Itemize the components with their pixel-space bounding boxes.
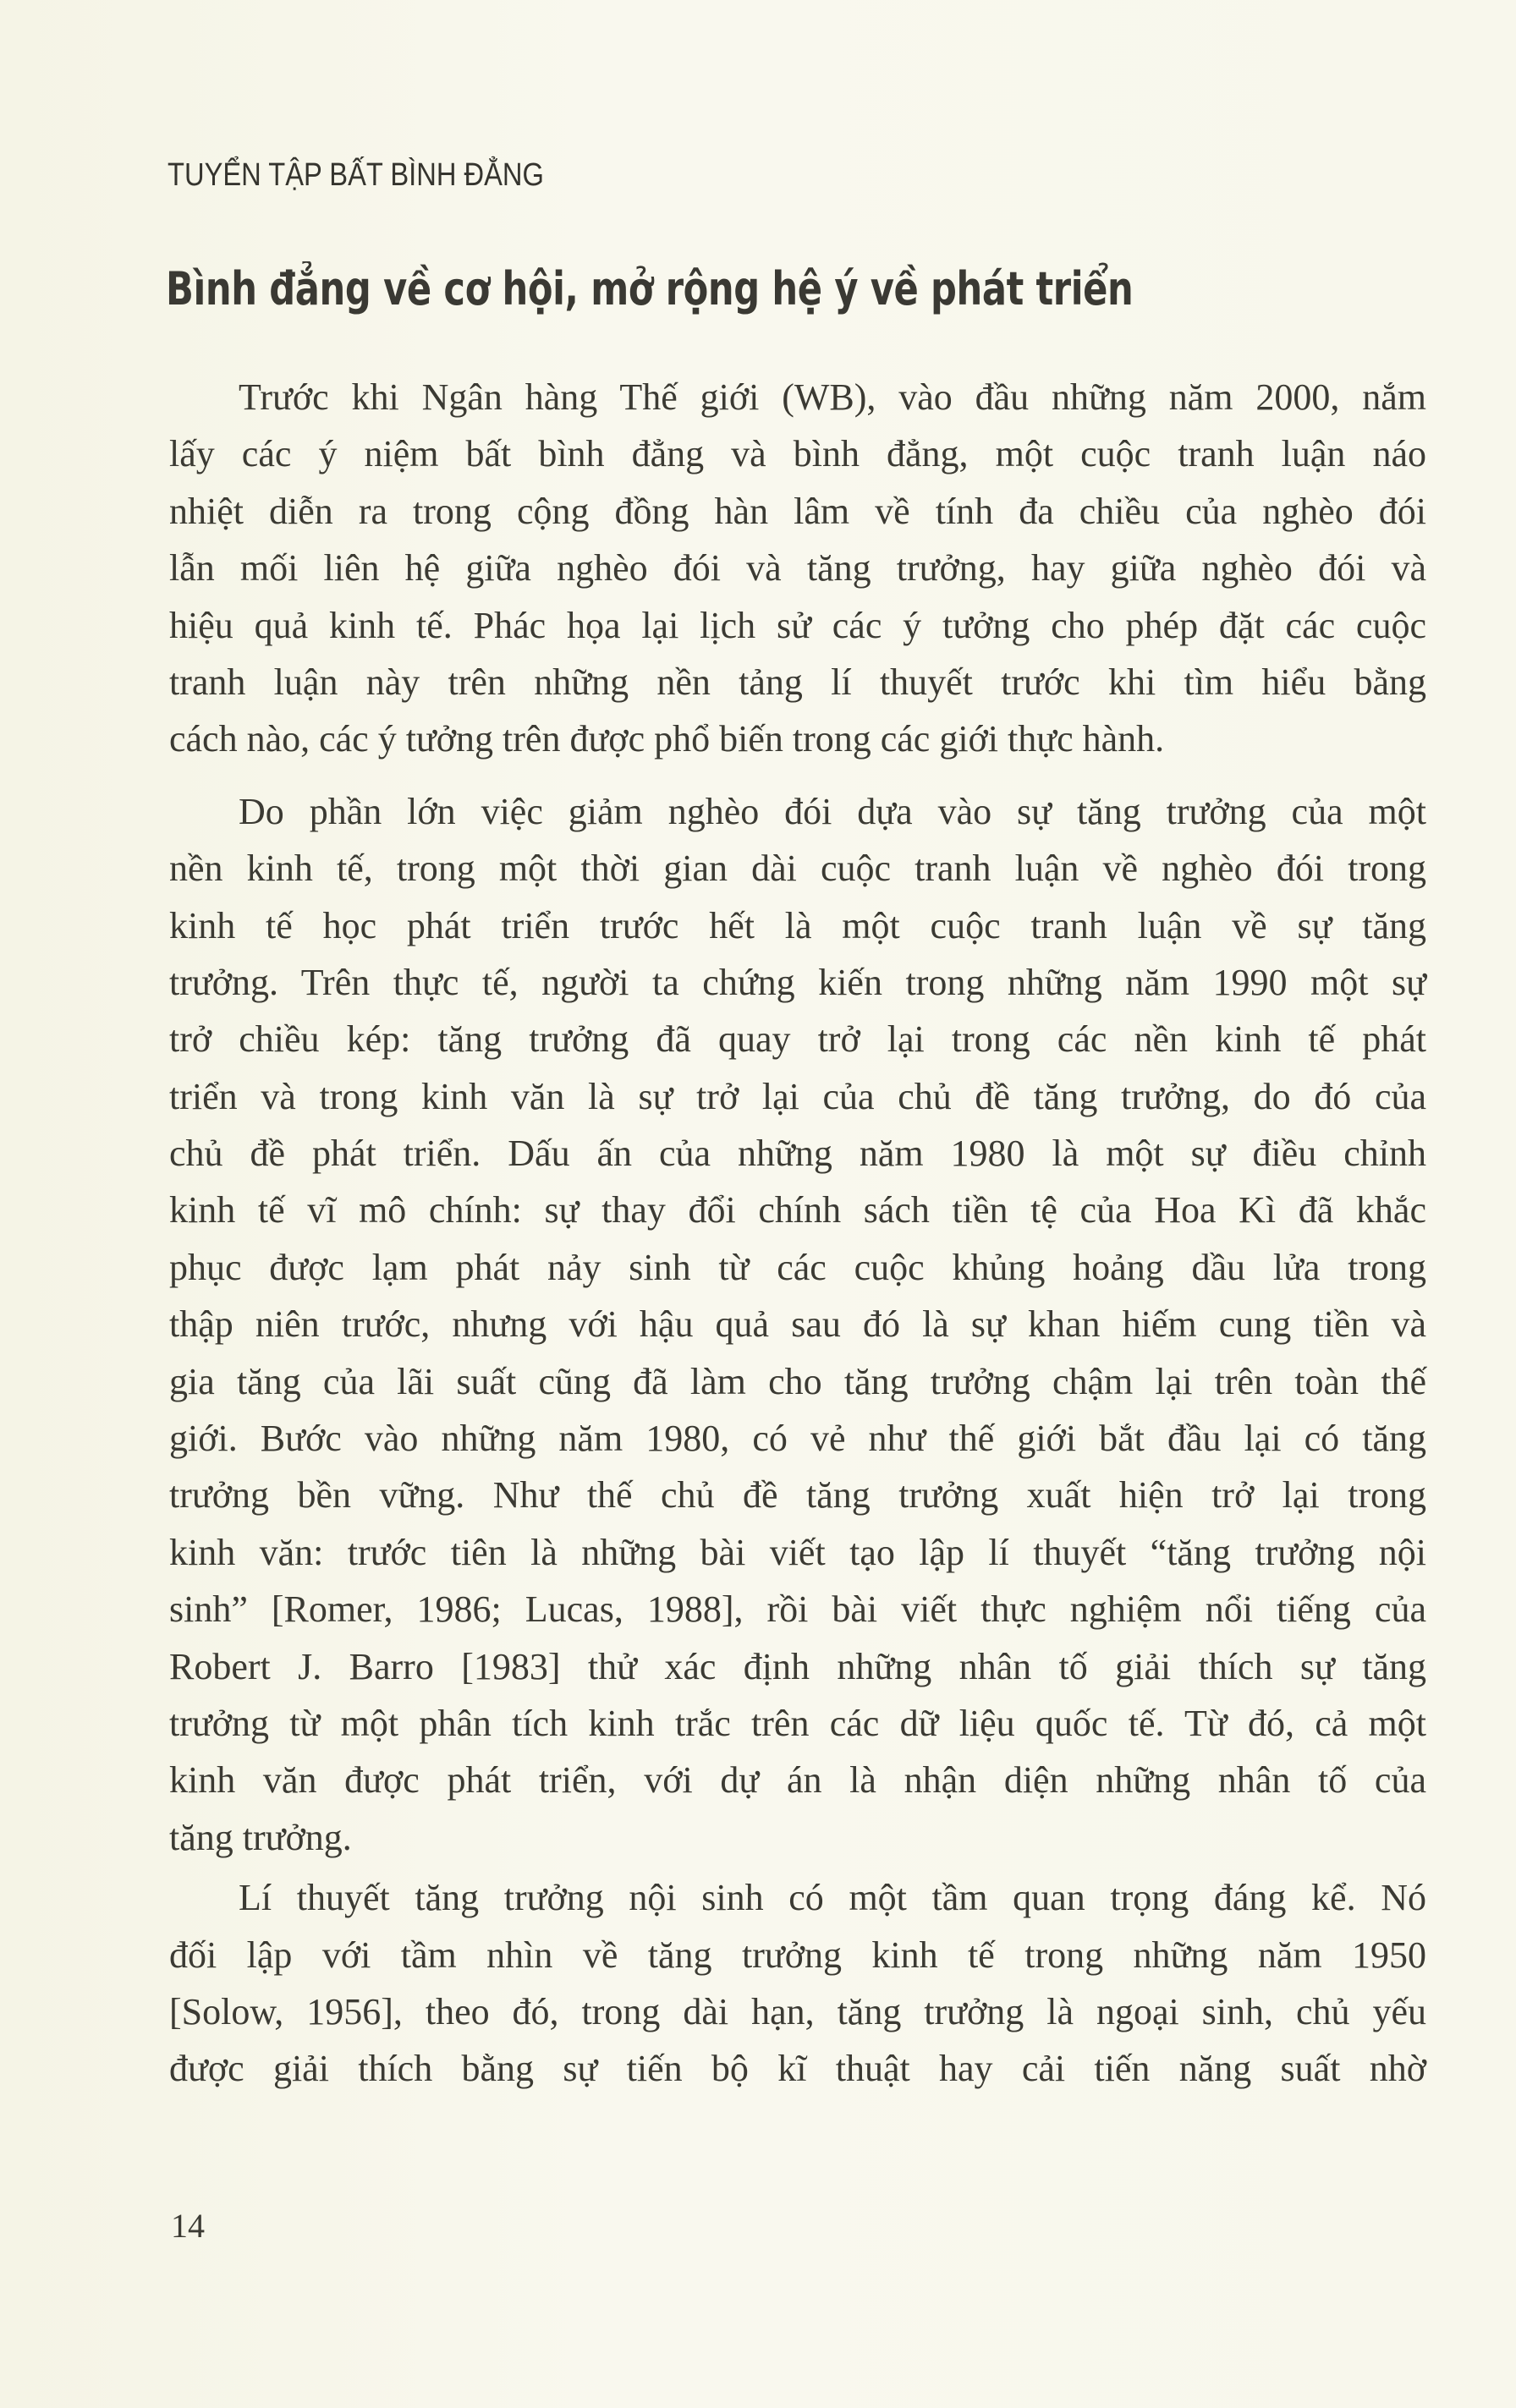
text-line: kinh tế học phát triển trước hết là một cuộc tranh luận về sự tăng	[169, 904, 1426, 946]
text-line: kinh văn: trước tiên là những bài viết tạo lập lí thuyết “tăng trưởng nội	[169, 1531, 1426, 1573]
text-line: lẫn mối liên hệ giữa nghèo đói và tăng trưởng, hay giữa nghèo đói và	[169, 547, 1426, 590]
text-line: tăng trưởng.	[169, 1816, 352, 1858]
text-line: nền kinh tế, trong một thời gian dài cuộc tranh luận về nghèo đói trong	[169, 847, 1426, 890]
text-line: hiệu quả kinh tế. Phác họa lại lịch sử các ý tưởng cho phép đặt các cuộc	[169, 604, 1426, 646]
text-line: đối lập với tầm nhìn về tăng trưởng kinh tế trong những năm 1950	[169, 1934, 1426, 1976]
text-line: thập niên trước, nhưng với hậu quả sau đó là sự khan hiếm cung tiền và	[169, 1303, 1426, 1346]
text-line: triển và trong kinh văn là sự trở lại của chủ đề tăng trưởng, do đó của	[169, 1075, 1426, 1117]
text-line: Lí thuyết tăng trưởng nội sinh có một tầm quan trọng đáng kể. Nó	[239, 1877, 1426, 1919]
text-line: Do phần lớn việc giảm nghèo đói dựa vào sự tăng trưởng của một	[239, 790, 1426, 832]
text-line: [Solow, 1956], theo đó, trong dài hạn, tăng trưởng là ngoại sinh, chủ yếu	[169, 1990, 1426, 2032]
text-line: trưởng. Trên thực tế, người ta chứng kiến trong những năm 1990 một sự	[169, 961, 1426, 1003]
paragraph-gap	[169, 768, 1426, 783]
paragraph-2	[169, 783, 1426, 1866]
text-line: được giải thích bằng sự tiến bộ kĩ thuật hay cải tiến năng suất nhờ	[169, 2048, 1426, 2090]
paragraph-1	[169, 369, 1426, 768]
text-line: trở chiều kép: tăng trưởng đã quay trở lại trong các nền kinh tế phát	[169, 1018, 1426, 1061]
text-line: kinh tế vĩ mô chính: sự thay đổi chính sách tiền tệ của Hoa Kì đã khắc	[169, 1189, 1426, 1231]
body-text	[169, 369, 1426, 2098]
text-line: cách nào, các ý tưởng trên được phổ biến trong các giới thực hành.	[169, 718, 1165, 760]
text-line: lấy các ý niệm bất bình đẳng và bình đẳng, một cuộc tranh luận náo	[169, 433, 1426, 475]
text-line: tranh luận này trên những nền tảng lí thuyết trước khi tìm hiểu bằng	[169, 661, 1426, 703]
text-line: kinh văn được phát triển, với dự án là nhận diện những nhân tố của	[169, 1759, 1426, 1802]
text-line: sinh” [Romer, 1986; Lucas, 1988], rồi bài viết thực nghiệm nổi tiếng của	[169, 1588, 1426, 1631]
text-line: chủ đề phát triển. Dấu ấn của những năm 1980 là một sự điều chỉnh	[169, 1133, 1426, 1175]
text-line: Robert J. Barro [1983] thử xác định những nhân tố giải thích sự tăng	[169, 1645, 1426, 1687]
page-number: 14	[171, 2207, 205, 2245]
text-line: trưởng bền vững. Như thế chủ đề tăng trưởng xuất hiện trở lại trong	[169, 1474, 1426, 1517]
text-line: gia tăng của lãi suất cũng đã làm cho tăng trưởng chậm lại trên toàn thế	[169, 1360, 1426, 1402]
paragraph-3	[169, 1869, 1426, 2098]
text-line: trưởng từ một phân tích kinh trắc trên các dữ liệu quốc tế. Từ đó, cả một	[169, 1702, 1426, 1744]
text-line: nhiệt diễn ra trong cộng đồng hàn lâm về tính đa chiều của nghèo đói	[169, 490, 1426, 532]
text-line: Trước khi Ngân hàng Thế giới (WB), vào đầu những năm 2000, nắm	[239, 376, 1426, 418]
text-line: phục được lạm phát nảy sinh từ các cuộc khủng hoảng dầu lửa trong	[169, 1246, 1426, 1288]
running-head: TUYỂN TẬP BẤT BÌNH ĐẲNG	[168, 157, 544, 193]
text-line: giới. Bước vào những năm 1980, có vẻ như thế giới bắt đầu lại có tăng	[169, 1418, 1426, 1460]
section-title: Bình đẳng về cơ hội, mở rộng hệ ý về phát triển	[166, 262, 1134, 315]
